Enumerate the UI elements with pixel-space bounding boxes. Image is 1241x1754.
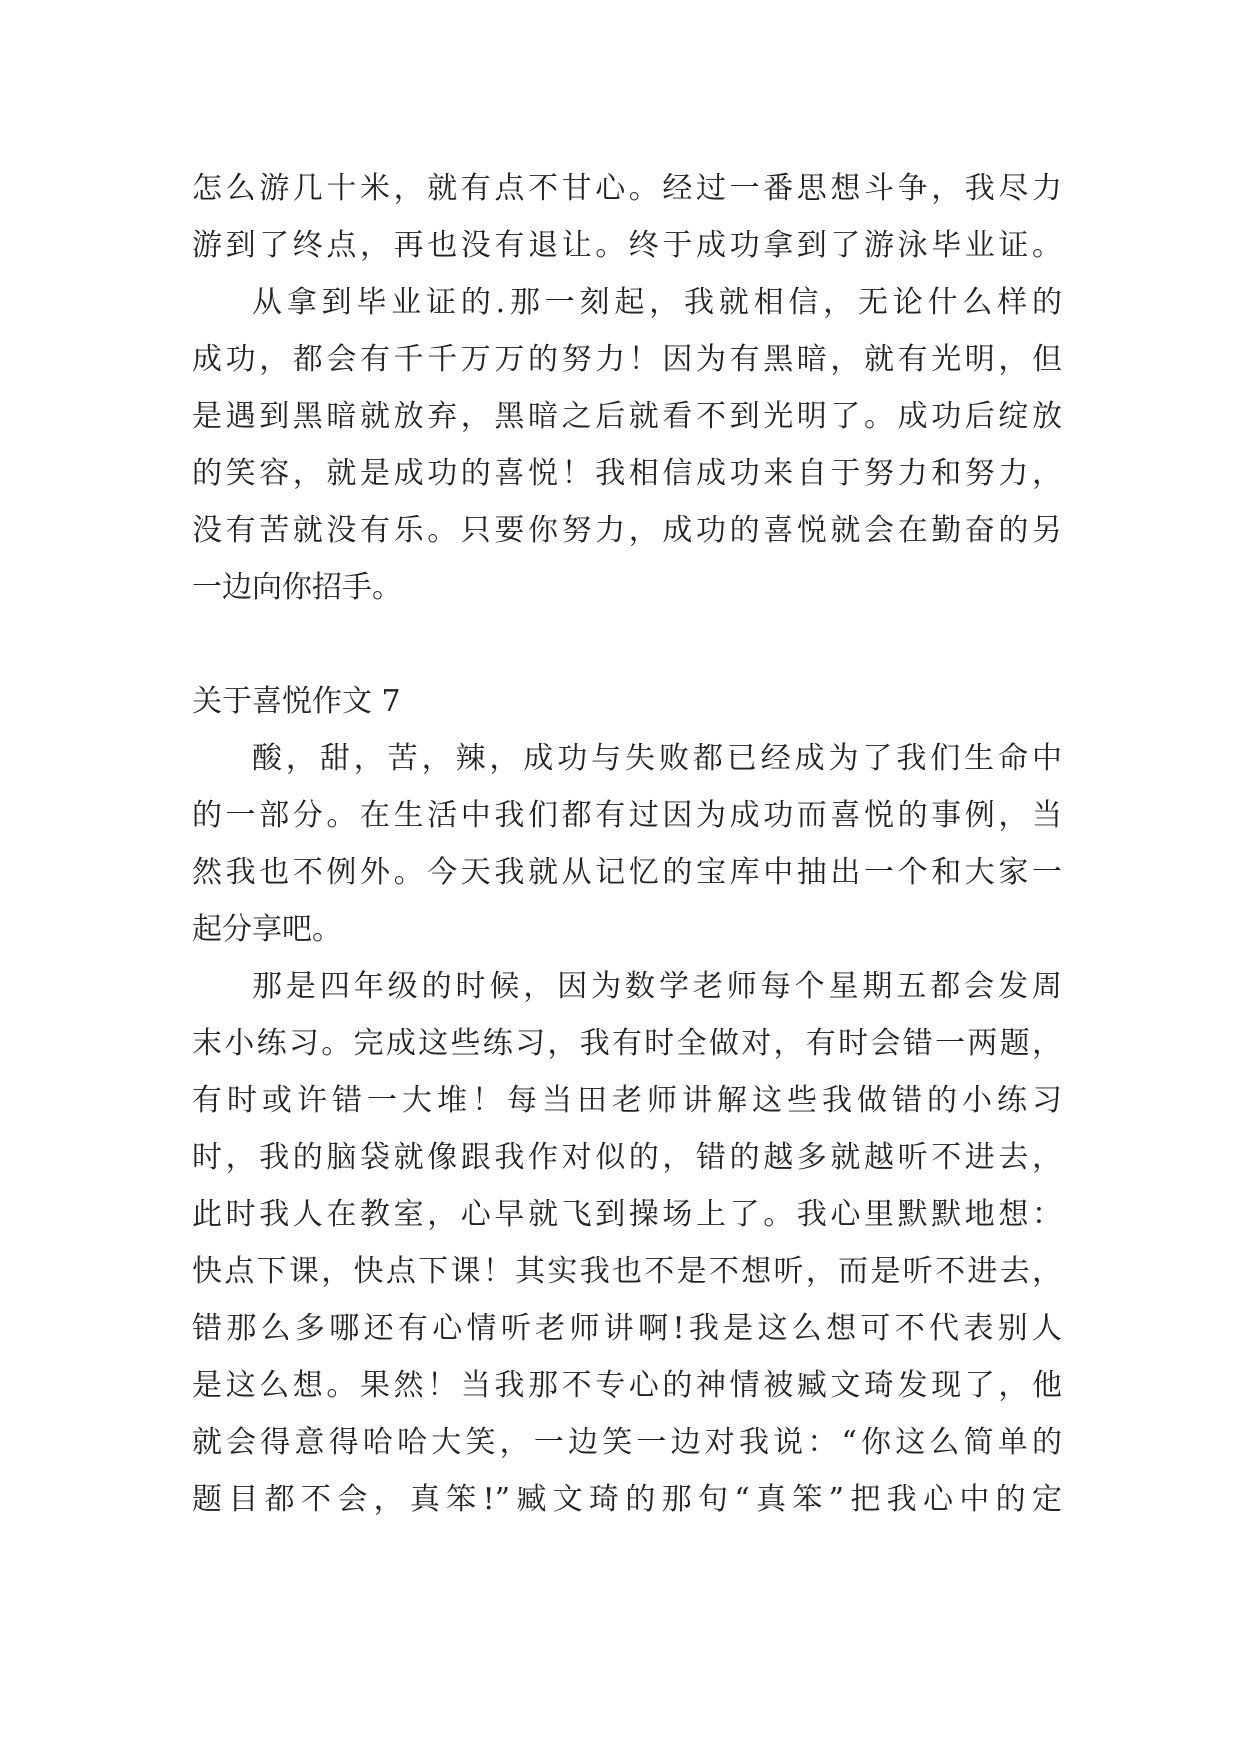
article-body — [192, 160, 1062, 1528]
text-line: 时，我的脑袋就像跟我作对似的，错的越多就越听不进去， — [192, 1140, 1062, 1175]
text-line: 末小练习。完成这些练习，我有时全做对，有时会错一两题， — [192, 1026, 1062, 1061]
text-line: 没有苦就没有乐。只要你努力，成功的喜悦就会在勤奋的另 — [192, 513, 1062, 548]
text-line: 怎么游几十米，就有点不甘心。经过一番思想斗争，我尽力 — [192, 171, 1062, 206]
paragraph-2 — [192, 274, 1062, 616]
text-line: 是这么想。果然！当我那不专心的神情被臧文琦发现了，他 — [192, 1368, 1062, 1403]
text-line: 然我也不例外。今天我就从记忆的宝库中抽出一个和大家一 — [192, 855, 1062, 890]
text-line: 有时或许错一大堆！每当田老师讲解这些我做错的小练习 — [192, 1083, 1062, 1118]
text-line: 起分享吧。 — [192, 912, 342, 947]
text-line: 一边向你招手。 — [192, 570, 402, 605]
text-line: 错那么多哪还有心情听老师讲啊!我是这么想可不代表别人 — [192, 1311, 1062, 1346]
text-line: 酸，甜，苦，辣，成功与失败都已经成为了我们生命中 — [252, 741, 1062, 776]
text-line: 成功，都会有千千万万的努力！因为有黑暗，就有光明，但 — [192, 342, 1062, 377]
text-line: 的一部分。在生活中我们都有过因为成功而喜悦的事例，当 — [192, 798, 1062, 833]
text-line: 题目都不会，真笨!”臧文琦的那句“真笨”把我心中的定 — [192, 1482, 1062, 1517]
text-line: 的笑容，就是成功的喜悦！我相信成功来自于努力和努力， — [192, 456, 1062, 491]
text-line: 是遇到黑暗就放弃，黑暗之后就看不到光明了。成功后绽放 — [192, 399, 1062, 434]
text-line: 快点下课，快点下课！其实我也不是不想听，而是听不进去， — [192, 1254, 1062, 1289]
paragraph-1 — [192, 160, 1062, 274]
paragraph-3 — [192, 730, 1062, 958]
section-gap — [192, 616, 1062, 673]
text-line: 此时我人在教室，心早就飞到操场上了。我心里默默地想： — [192, 1197, 1062, 1232]
text-line: 那是四年级的时候，因为数学老师每个星期五都会发周 — [252, 969, 1062, 1004]
text-line: 就会得意得哈哈大笑，一边笑一边对我说：“你这么简单的 — [192, 1425, 1062, 1460]
section-heading: 关于喜悦作文 7 — [192, 684, 401, 719]
paragraph-4 — [192, 958, 1062, 1528]
text-line: 游到了终点，再也没有退让。终于成功拿到了游泳毕业证。 — [192, 228, 1062, 263]
text-line: 从拿到毕业证的.那一刻起，我就相信，无论什么样的 — [252, 285, 1062, 320]
